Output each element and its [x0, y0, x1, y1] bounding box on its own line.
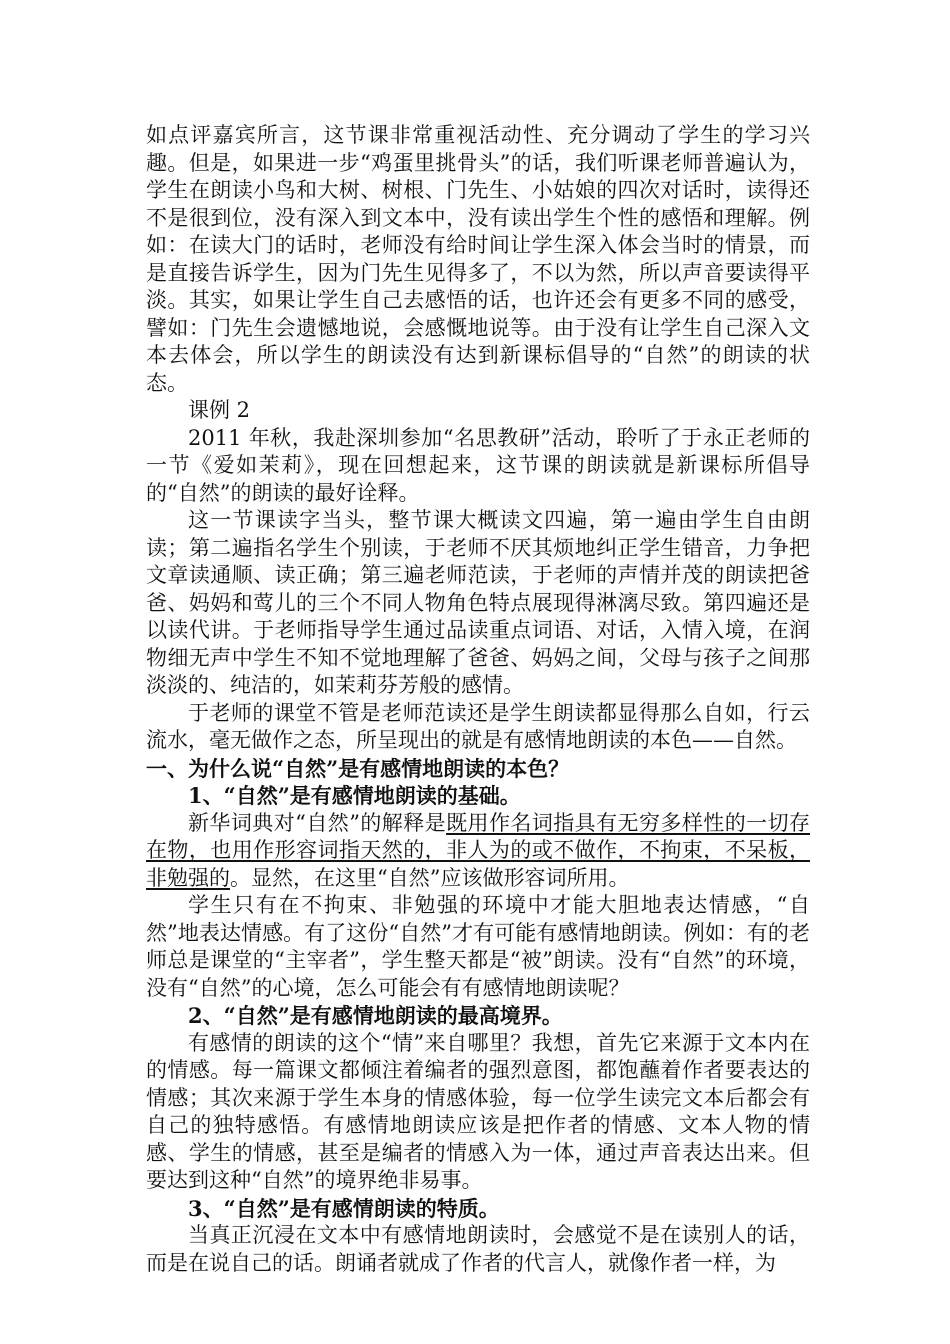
underlined-definition: 既用作名词指具有无穷多样性的一切存在物，也用作形容词指天然的，非人为的或不做作，不拘束，不呆板，非勉强的	[146, 810, 810, 890]
paragraph-case2-intro: 2011 年秋，我赴深圳参加“名思教研”活动，聆听了于永正老师的一节《爱如茉莉》，现在回想起来，这节课的朗读就是新课标所倡导的“自然”的朗读的最好诠释。	[146, 425, 810, 505]
subsection-heading-3: 3、“自然”是有感情朗读的特质。	[188, 1195, 500, 1221]
case-heading: 课例 2	[188, 398, 251, 422]
section-heading: 一、为什么说“自然”是有感情地朗读的本色？	[146, 755, 570, 781]
paragraph-review-comment: 如点评嘉宾所言，这节课非常重视活动性、充分调动了学生的学习兴趣。但是，如果进一步“鸡蛋里挑骨头”的话，我们听课老师普遍认为，学生在朗读小鸟和大树、树根、门先生、小姑娘的四次对话时，读得还不是很到位，没有深入到文本中，没有读出学生个性的感悟和理解。例如：在读大门的话时，老师没有给时间让学生深入体会当时的情景，而是直接告诉学生，因为门先生见得多了，不以为然，所以声音要读得平淡。其实，如果让学生自己去感悟的话，也许还会有更多不同的感受，譬如：门先生会遗憾地说，会感慨地说等。由于没有让学生自己深入文本去体会，所以学生的朗读没有达到新课标倡导的“自然”的朗读的状态。	[146, 123, 810, 395]
definition-conclusion: 。显然，在这里“自然”应该做形容词所用。	[230, 865, 630, 890]
paragraph-emotion-source: 有感情的朗读的这个“情”来自哪里？我想，首先它来源于文本内在的情感。每一篇课文都倾注着编者的强烈意图，都饱蘸着作者要表达的情感；其次来源于学生本身的情感体验，每一位学生读完文本后都会有自己的独特感悟。有感情地朗读应该是把作者的情感、文本人物的情感、学生的情感，甚至是编者的情感入为一体，通过声音表达出来。但要达到这种“自然”的境界绝非易事。	[146, 1030, 810, 1192]
paragraph-free-expression: 学生只有在不拘束、非勉强的环境中才能大胆地表达情感，“自然”地表达情感。有了这份“自然”才有可能有感情地朗读。例如：有的老师总是课堂的“主宰者”，学生整天都是“被”朗读。没有“自然”的环境，没有“自然”的心境，怎么可能会有有感情地朗读呢？	[146, 893, 810, 1000]
subsection-heading-2: 2、“自然”是有感情地朗读的最高境界。	[188, 1003, 563, 1028]
document-page	[146, 122, 810, 1277]
paragraph-immersion: 当真正沉浸在文本中有感情地朗读时，会感觉不是在读别人的话，而是在说自己的话。朗诵者就成了作者的代言人，就像作者一样，为	[146, 1223, 810, 1275]
paragraph-dictionary-definition	[146, 810, 810, 893]
paragraph-natural-reading: 于老师的课堂不管是老师范读还是学生朗读都显得那么自如，行云流水，毫无做作之态，所呈现出的就是有感情地朗读的本色——自然。	[146, 700, 810, 752]
paragraph-reading-process: 这一节课读字当头，整节课大概读文四遍，第一遍由学生自由朗读；第二遍指名学生个别读，于老师不厌其烦地纠正学生错音，力争把文章读通顺、读正确；第三遍老师范读，于老师的声情并茂的朗读把爸爸、妈妈和莺儿的三个不同人物角色特点展现得淋漓尽致。第四遍还是以读代讲。于老师指导学生通过品读重点词语、对话，入情入境，在润物细无声中学生不知不觉地理解了爸爸、妈妈之间，父母与孩子之间那淡淡的、纯洁的，如茉莉芬芳般的感情。	[146, 508, 810, 697]
definition-intro: 新华词典对“自然”的解释是	[188, 810, 447, 835]
subsection-heading-1: 1、“自然”是有感情地朗读的基础。	[188, 783, 521, 808]
